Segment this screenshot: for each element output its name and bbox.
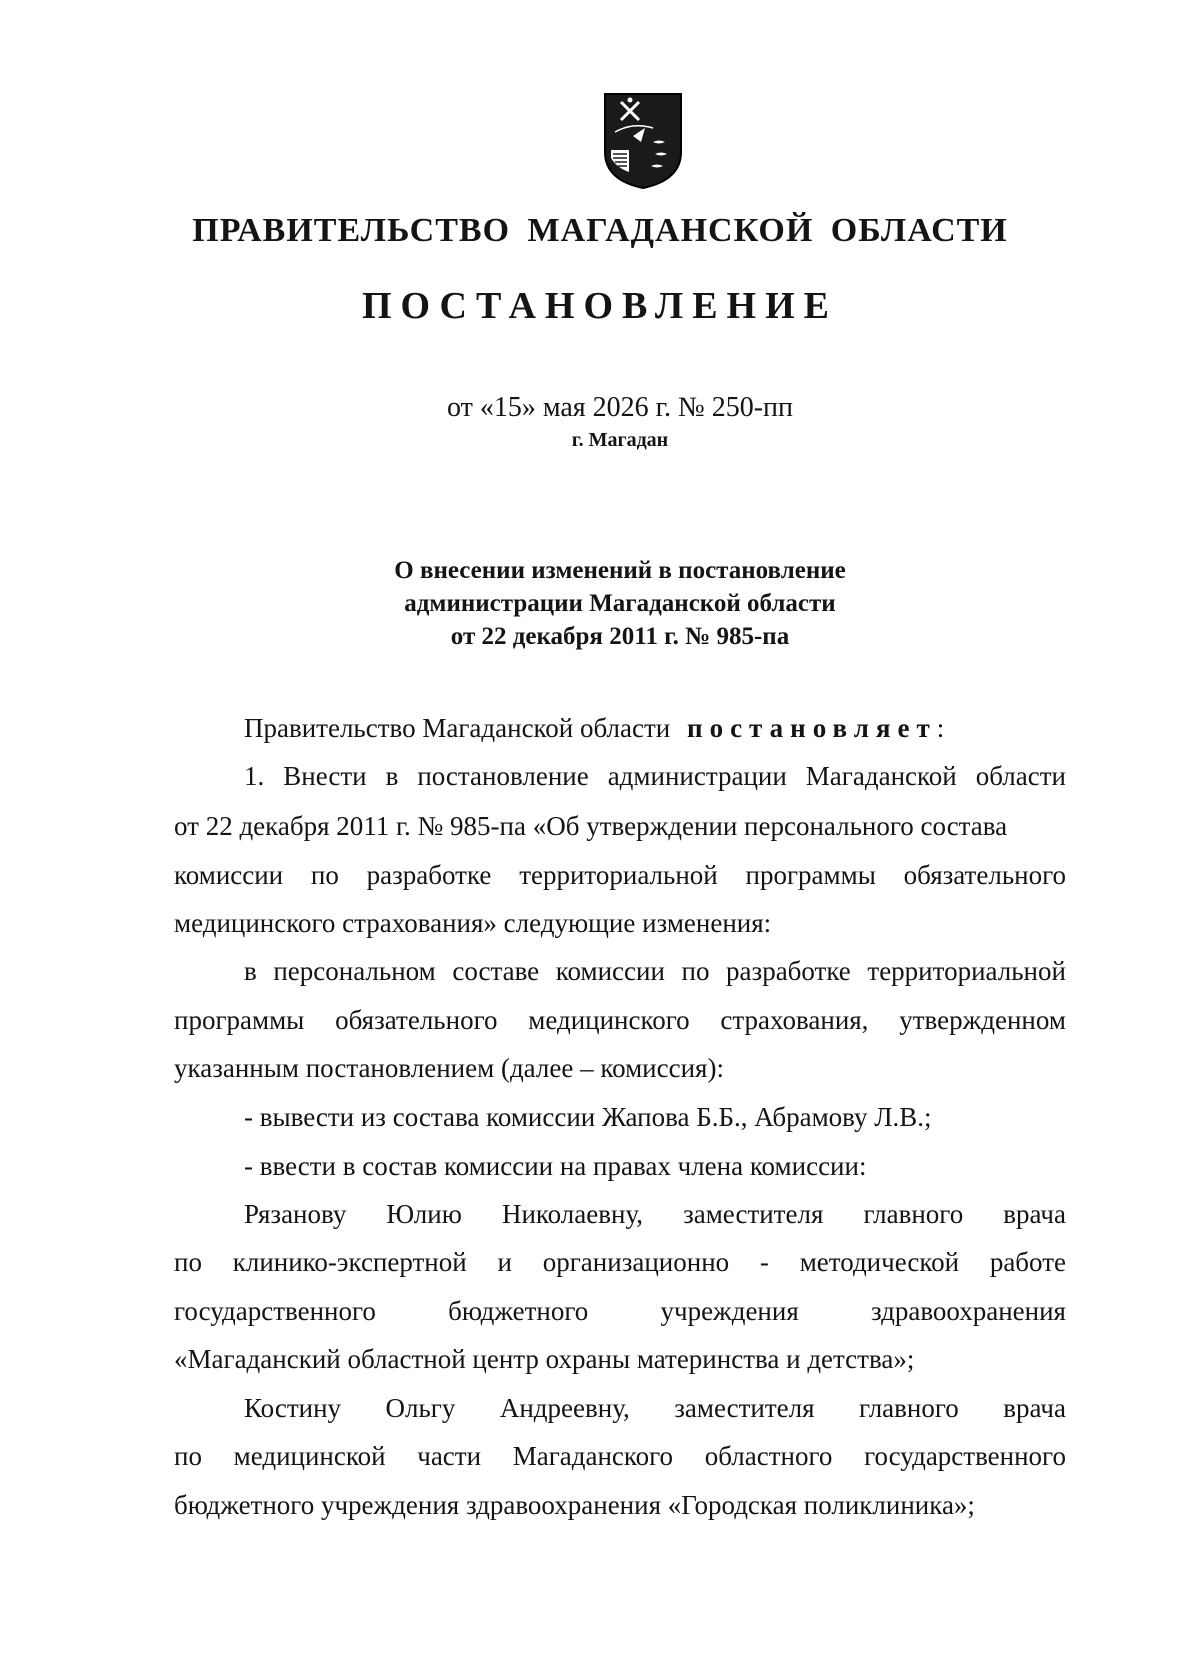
word: государственного xyxy=(864,1441,1066,1471)
word: главного xyxy=(863,1199,964,1229)
text-line: от 22 декабря 2011 г. № 985-па «Об утверждении персонального состава xyxy=(174,811,1008,841)
word: постановление xyxy=(417,761,589,791)
item-remove-members: - вывести из состава комиссии Жапова Б.Б., Абрамову Л.В.; xyxy=(244,1102,932,1132)
intro-text: Правительство Магаданской области xyxy=(244,713,671,743)
word: программы xyxy=(745,860,876,890)
word: страхования, xyxy=(720,1005,869,1035)
word: Внести xyxy=(283,761,367,791)
word: комиссии xyxy=(174,860,284,890)
word: в xyxy=(244,956,257,986)
document-type-title: ПОСТАНОВЛЕНИЕ xyxy=(361,285,839,327)
word: администрации xyxy=(607,761,787,791)
word: части xyxy=(417,1441,482,1471)
word: врача xyxy=(1003,1199,1066,1229)
word: учреждения xyxy=(660,1296,799,1326)
word: врача xyxy=(1003,1393,1066,1423)
word: утвержденном xyxy=(899,1005,1066,1035)
word: Магаданского xyxy=(512,1441,674,1471)
document-subject xyxy=(0,554,1200,653)
item-add-members: - ввести в состав комиссии на правах члена комиссии: xyxy=(244,1151,867,1181)
word: разработке xyxy=(726,956,851,986)
word: организационно xyxy=(542,1247,730,1277)
word: разработке xyxy=(366,860,492,890)
word: Рязанову xyxy=(244,1199,347,1229)
text-line: указанным постановлением (далее – комиссия): xyxy=(174,1053,724,1083)
word: обязательного xyxy=(903,860,1066,890)
word: областного xyxy=(704,1441,833,1471)
word: по xyxy=(310,860,339,890)
word: методической xyxy=(799,1247,960,1277)
word: территориальной xyxy=(519,860,718,890)
word: медицинской xyxy=(233,1441,386,1471)
text-line xyxy=(244,1198,1066,1230)
intro-line xyxy=(244,712,944,744)
word: комиссии xyxy=(555,956,665,986)
text-line xyxy=(174,1246,1066,1278)
text-line xyxy=(174,1440,1066,1472)
word: работе xyxy=(989,1247,1066,1277)
intro-verb: постановляет xyxy=(687,713,937,743)
word: Магаданской xyxy=(805,761,957,791)
word: государственного xyxy=(174,1296,376,1326)
word: здравоохранения xyxy=(870,1296,1066,1326)
word: территориальной xyxy=(867,956,1066,986)
word: 1. xyxy=(244,761,265,791)
word: - xyxy=(759,1247,769,1277)
word: бюджетного xyxy=(448,1296,589,1326)
word: в xyxy=(385,761,399,791)
word: по xyxy=(174,1247,202,1277)
subject-line: от 22 декабря 2011 г. № 985-па xyxy=(450,623,790,650)
intro-colon: : xyxy=(936,713,945,743)
word: Андреевну, xyxy=(499,1393,630,1423)
word: Ольгу xyxy=(385,1393,456,1423)
coat-of-arms-icon xyxy=(603,92,683,190)
word: главного xyxy=(859,1393,959,1423)
text-line xyxy=(174,1004,1066,1036)
word: Юлию xyxy=(386,1199,462,1229)
text-line xyxy=(174,859,1066,891)
word: по xyxy=(681,956,710,986)
word: программы xyxy=(174,1005,305,1035)
text-line: медицинского страхования» следующие изменения: xyxy=(174,908,772,938)
document-date-number: от «15» мая 2026 г. № 250-пп xyxy=(446,392,794,423)
subject-line: администрации Магаданской области xyxy=(404,590,836,617)
text-line xyxy=(174,1295,1066,1327)
word: по xyxy=(174,1441,202,1471)
text-line xyxy=(244,955,1066,987)
word: Костину xyxy=(244,1393,342,1423)
word: заместителя xyxy=(674,1393,815,1423)
word: заместителя xyxy=(683,1199,824,1229)
word: обязательного xyxy=(335,1005,498,1035)
text-line xyxy=(244,760,1066,792)
text-line xyxy=(244,1392,1066,1424)
word: и xyxy=(497,1247,512,1277)
document-city: г. Магадан xyxy=(571,429,669,451)
text-line: «Магаданский областной центр охраны материнства и детства»; xyxy=(174,1344,915,1374)
subject-line: О внесении изменений в постановление xyxy=(394,557,846,584)
word: медицинского xyxy=(528,1005,690,1035)
word: Николаевну, xyxy=(501,1199,643,1229)
text-line: бюджетного учреждения здравоохранения «Городская поликлиника»; xyxy=(174,1490,975,1520)
word: персональном xyxy=(273,956,436,986)
word: области xyxy=(975,761,1066,791)
word: клинико-экспертной xyxy=(232,1247,467,1277)
organization-title: ПРАВИТЕЛЬСТВО МАГАДАНСКОЙ ОБЛАСТИ xyxy=(192,212,1008,249)
word: составе xyxy=(452,956,540,986)
